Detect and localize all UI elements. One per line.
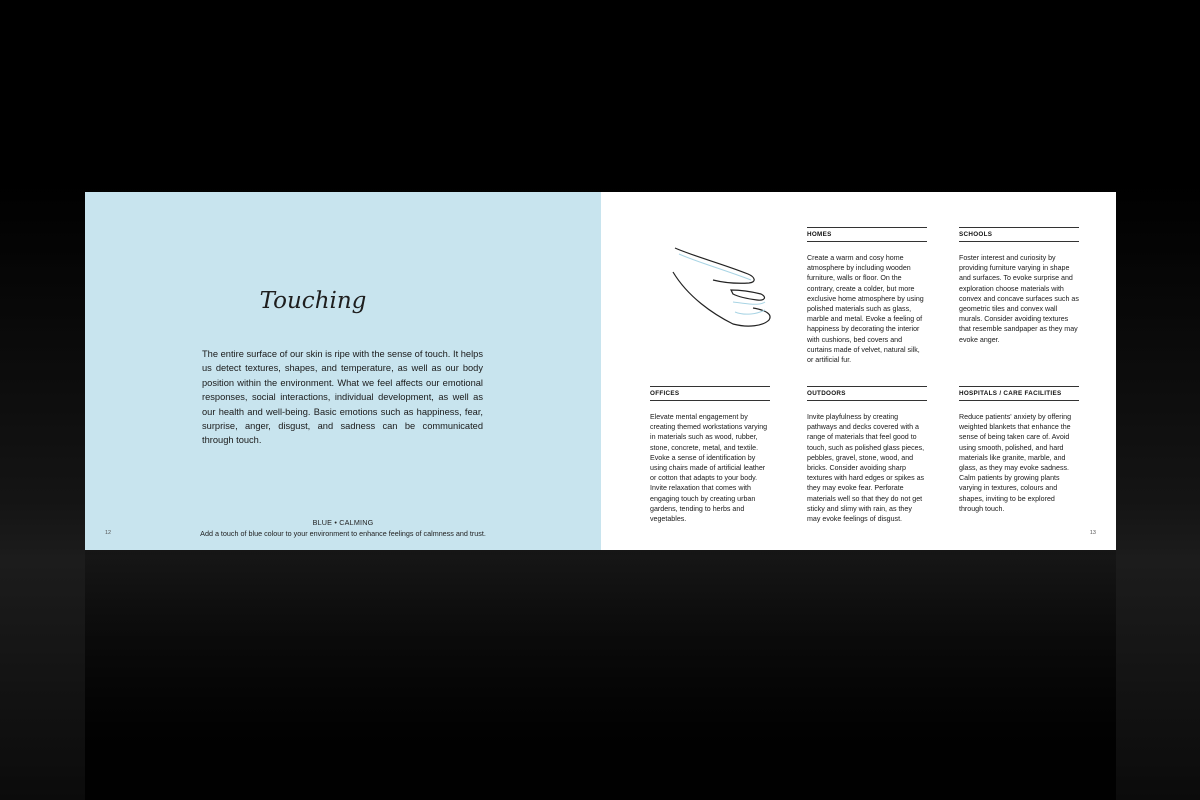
section-text: Foster interest and curiosity by providing furniture varying in shape and surfaces. To evoke surprise and exploration choose materials with convex and concave surfaces such as geometric tiles and convex wall murals. Consider avoiding textures that resemble sandpaper as they may evoke anger. — [959, 254, 1079, 344]
section-heading: SCHOOLS — [959, 231, 1079, 242]
section-homes — [807, 227, 927, 365]
section-heading: OFFICES — [650, 390, 770, 401]
book-spread — [85, 192, 1116, 550]
hand-touch-icon — [653, 242, 773, 332]
section-text: Create a warm and cosy home atmosphere by including wooden furniture, walls or floor. On the contrary, create a colder, but more exclusive home atmosphere by using polished materials such as glass, marble and metal. Evoke a feeling of happiness by decorating the interior with cushions, bed covers and curtains made of velvet, natural silk, or artificial fur. — [807, 254, 924, 365]
tagline — [85, 517, 601, 539]
section-heading: HOSPITALS / CARE FACILITIES — [959, 390, 1079, 401]
section-heading: HOMES — [807, 231, 927, 242]
left-page — [85, 192, 601, 550]
page-number-left: 12 — [105, 530, 112, 536]
section-offices — [650, 386, 770, 524]
tagline-text: Add a touch of blue colour to your environment to enhance feelings of calmness and trust. — [200, 529, 486, 538]
section-schools — [959, 227, 1079, 345]
section-text: Elevate mental engagement by creating themed workstations varying in materials such as wood, rubber, stone, concrete, metal, and textile. Evoke a sense of identification by using chairs made of artificial leather or cotton that adapts to your body. Invite relaxation that comes with engaging touch by creating urban gardens, tending to herbs and vegetables. — [650, 413, 768, 524]
page-number-right: 13 — [1089, 530, 1096, 536]
tagline-title: BLUE • CALMING — [312, 518, 374, 527]
right-page — [601, 192, 1116, 550]
intro-paragraph: The entire surface of our skin is ripe with the sense of touch. It helps us detect textures, shapes, and temperature, as well as our body position within the environment. What we feel affects our emotional responses, social interactions, individual development, as well as our health and well-being. Basic emotions such as happiness, fear, surprise, anger, disgust, and sadness can be communicated through touch. — [202, 349, 483, 446]
page-title: Touching — [259, 288, 367, 314]
section-text: Invite playfulness by creating pathways and decks covered with a range of materials that feel good to touch, such as polished glass pieces, pebbles, gravel, stone, wood, and bricks. Consider avoiding sharp textures with hard edges or spikes as they may evoke fear. Perforate materials well so that they do not get sticky and slimy with rain, as they may evoke feelings of disgust. — [807, 413, 925, 524]
section-text: Reduce patients' anxiety by offering weighted blankets that enhance the sense of being taken care of. Avoid using smooth, polished, and hard materials like granite, marble, and glass, as they may evoke sadness. Calm patients by growing plants varying in textures, colours and shapes, inviting to be explored through touch. — [959, 413, 1072, 513]
section-heading: OUTDOORS — [807, 390, 927, 401]
section-hospitals — [959, 386, 1079, 514]
reflection-fade — [85, 550, 1116, 800]
section-outdoors — [807, 386, 927, 524]
